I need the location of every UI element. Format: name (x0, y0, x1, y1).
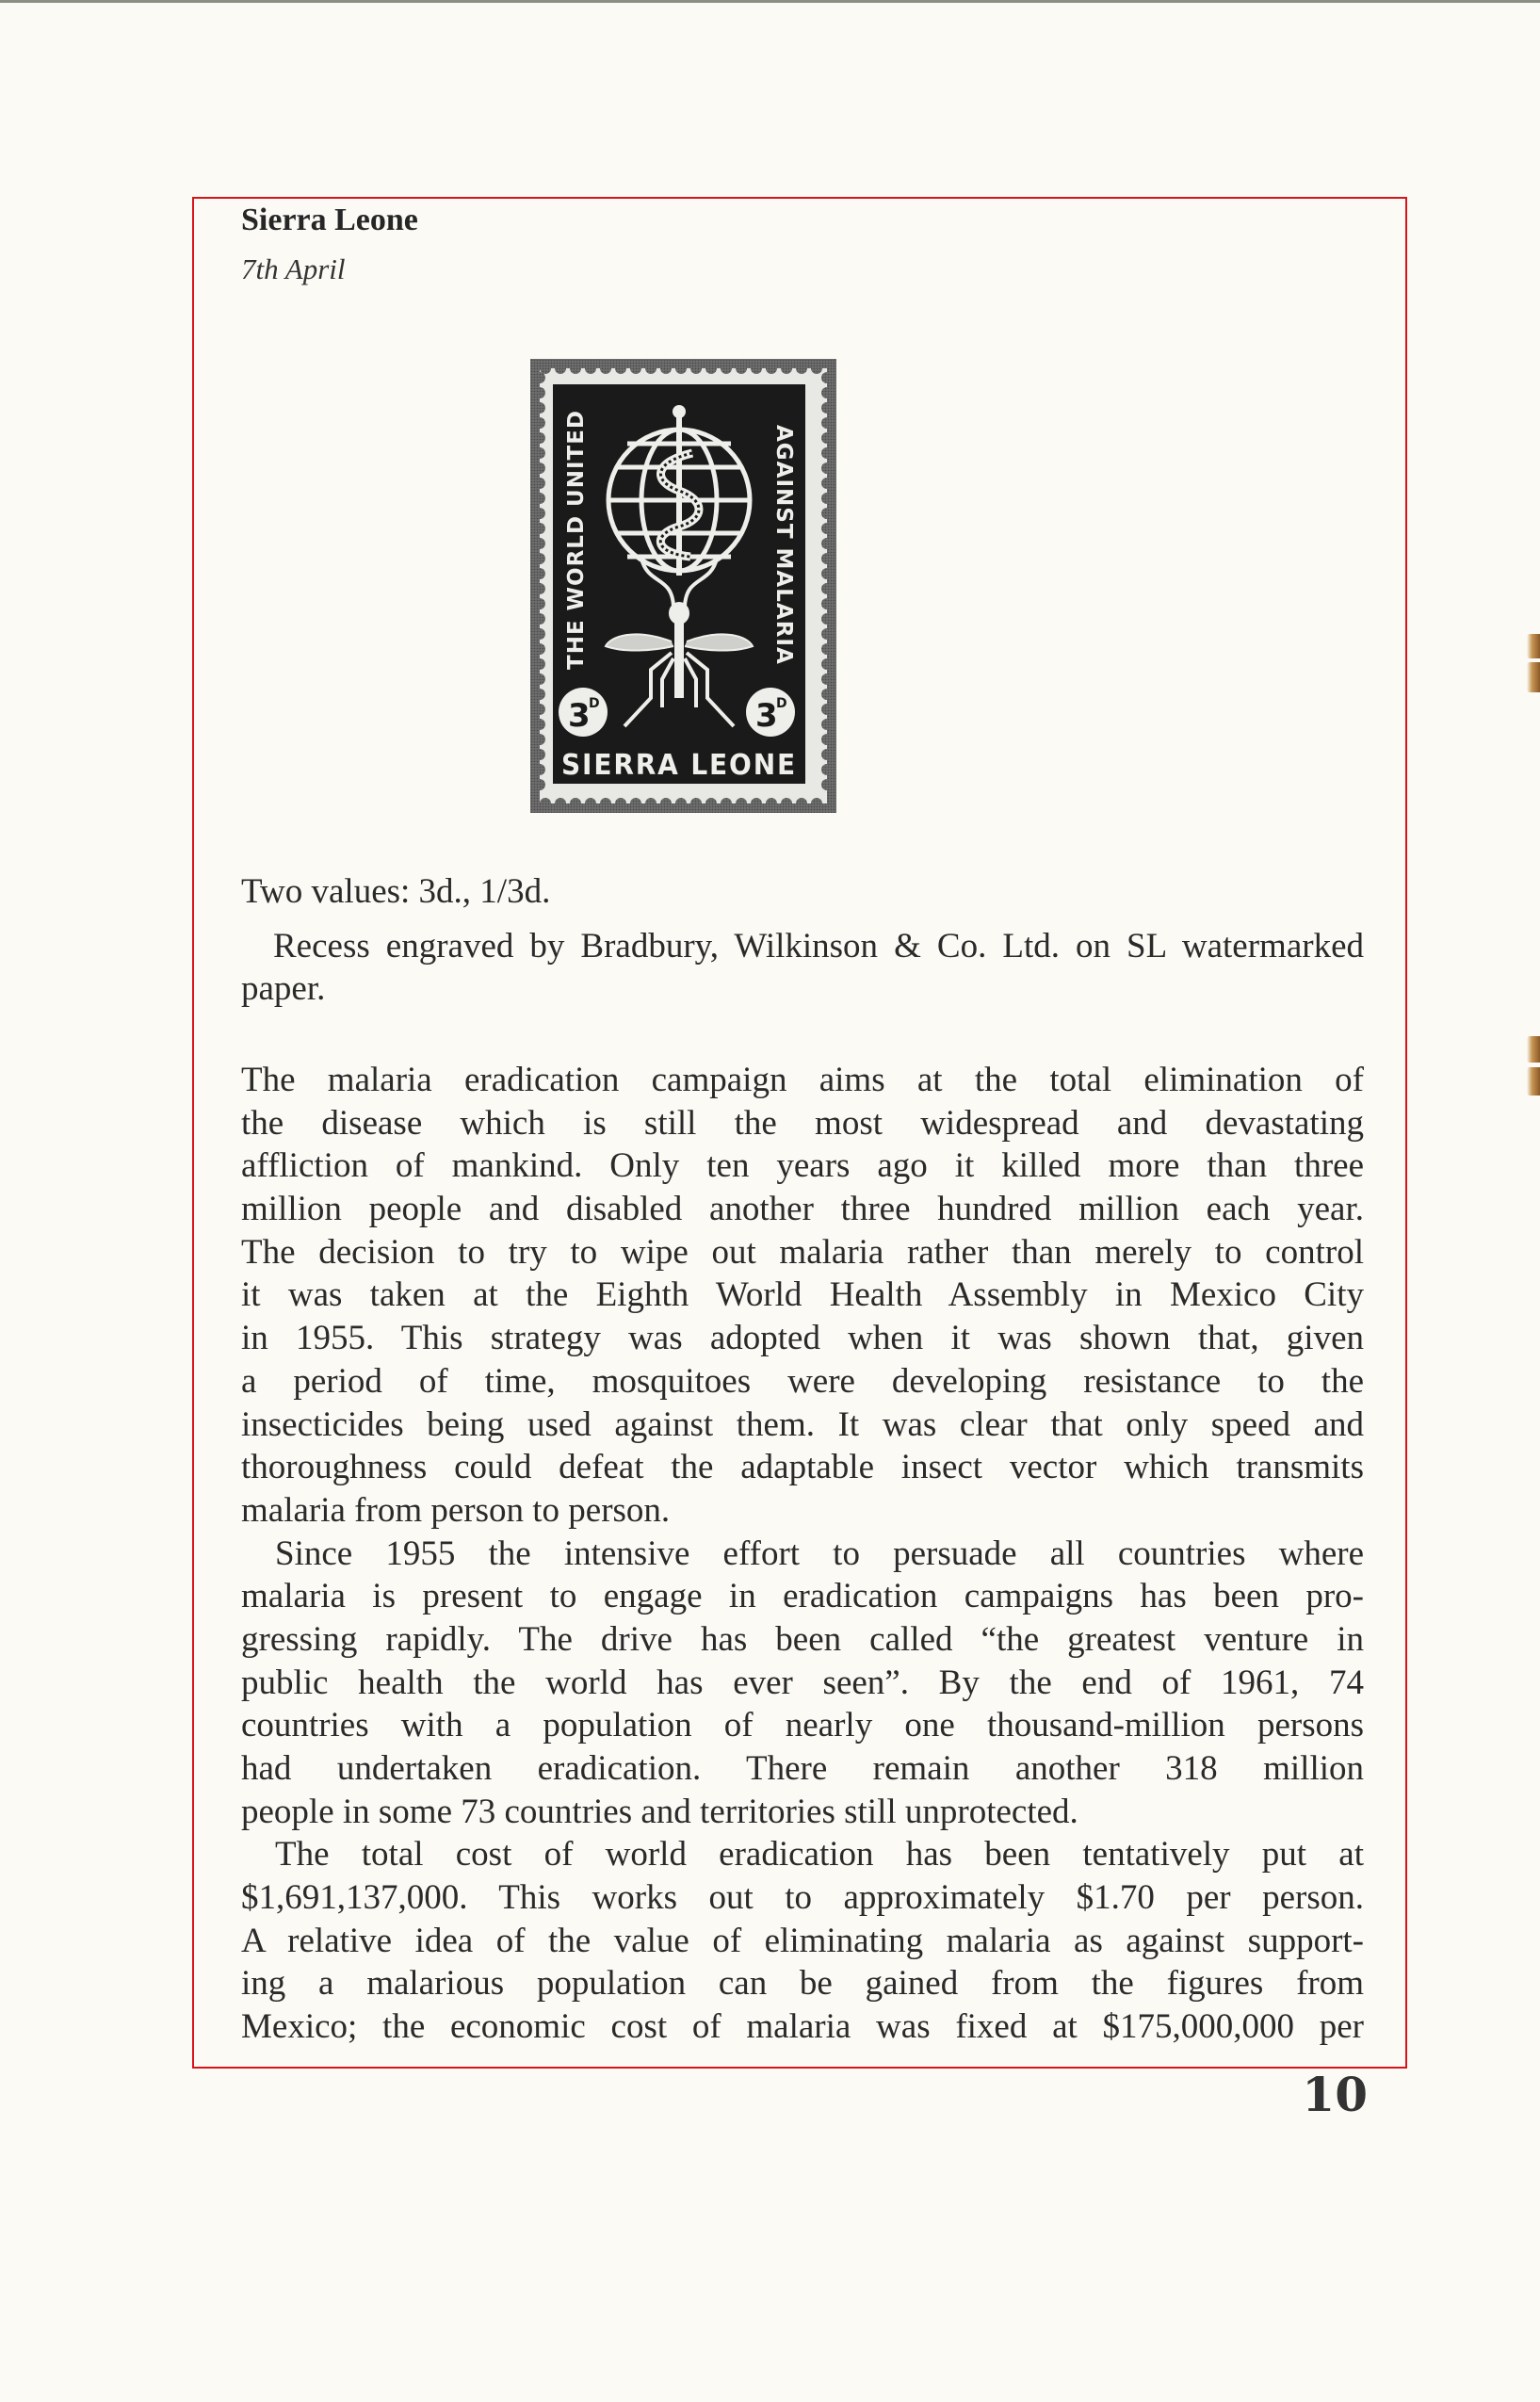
perforation-hole (821, 387, 833, 398)
perforation-hole (821, 538, 833, 549)
body-line: million people and disabled another three hundred million each year. (241, 1190, 1364, 1229)
perforation-hole (821, 628, 833, 640)
perforation-hole (534, 704, 545, 715)
perforation-hole (534, 447, 545, 459)
body-line: ing a malarious population can be gained from the figures from (241, 1964, 1364, 2004)
perforation-hole (660, 798, 672, 809)
perforation-hole (534, 538, 545, 549)
perforation-hole (821, 734, 833, 745)
perforation-hole (585, 363, 596, 374)
stamp-right-text: AGAINST MALARIA (771, 425, 796, 665)
perforation-hole (705, 363, 717, 374)
perforation-hole (600, 363, 611, 374)
perforation-hole (534, 583, 545, 594)
perforation-hole (534, 764, 545, 775)
stamp-left-text: THE WORLD UNITED (564, 409, 589, 670)
perforation-hole (534, 478, 545, 489)
body-line: people in some 73 countries and territories still unprotected. (241, 1792, 1078, 1831)
perforation-hole (821, 643, 833, 655)
perforation-hole (630, 798, 641, 809)
perforation-hole (821, 463, 833, 474)
value-badge-right (746, 688, 795, 737)
perforation-hole (534, 508, 545, 519)
body-line: thoroughness could defeat the adaptable insect vector which transmits (241, 1448, 1364, 1487)
perforation-hole (821, 749, 833, 760)
perforation-hole (534, 493, 545, 504)
perforation-hole (534, 734, 545, 745)
perforation-hole (821, 704, 833, 715)
perforation-hole (721, 363, 732, 374)
perforation-hole (751, 363, 762, 374)
body-line: in 1955. This strategy was adopted when it was shown that, given (241, 1319, 1364, 1358)
body-line: Since 1955 the intensive effort to persuade all countries where (275, 1534, 1364, 1573)
perforation-hole (751, 798, 762, 809)
perforation-hole (615, 798, 626, 809)
perforation-hole (821, 493, 833, 504)
perforation-hole (811, 363, 822, 374)
perforation-hole (600, 798, 611, 809)
perforation-hole (821, 689, 833, 700)
perforation-hole (821, 598, 833, 609)
perforation-hole (534, 749, 545, 760)
body-line: had undertaken eradication. There remain another 318 million (241, 1749, 1364, 1788)
perforation-hole (534, 719, 545, 730)
perforation-hole (736, 363, 747, 374)
body-line: countries with a population of nearly one thousand-million persons (241, 1706, 1364, 1745)
perforation-hole (555, 363, 566, 374)
perforation-hole (534, 553, 545, 564)
perforation-hole (540, 363, 551, 374)
perforation-hole (811, 798, 822, 809)
svg-text:3: 3 (568, 697, 591, 735)
perforation-hole (675, 363, 687, 374)
perforation-hole (690, 798, 702, 809)
perforation-hole (534, 598, 545, 609)
perforation-hole (534, 658, 545, 670)
perforation-hole (821, 568, 833, 579)
perforation-hole (821, 719, 833, 730)
perforation-hole (736, 798, 747, 809)
body-line: a period of time, mosquitoes were developing resistance to the (241, 1361, 1364, 1401)
body-line: The decision to try to wipe out malaria rather than merely to control (241, 1232, 1364, 1272)
perforation-hole (570, 363, 581, 374)
perforation-hole (796, 363, 807, 374)
perforation-hole (570, 798, 581, 809)
perforation-hole (821, 674, 833, 685)
stamp-image (530, 359, 836, 813)
perforation-hole (534, 432, 545, 444)
perforation-hole (821, 508, 833, 519)
perforation-hole (821, 764, 833, 775)
perforation-hole (821, 583, 833, 594)
perforation-hole (645, 363, 657, 374)
body-line: the disease which is still the most widespread and devastating (241, 1103, 1364, 1143)
perforation-hole (540, 798, 551, 809)
perforation-hole (534, 523, 545, 534)
body-line: malaria from person to person. (241, 1490, 671, 1530)
perforation-hole (534, 402, 545, 414)
perforation-hole (821, 372, 833, 383)
perforation-hole (534, 689, 545, 700)
perforation-hole (534, 387, 545, 398)
body-line: malaria is present to engage in eradication campaigns has been pro- (241, 1577, 1364, 1616)
svg-text:D: D (776, 696, 787, 711)
perforation-hole (721, 798, 732, 809)
perforation-hole (585, 798, 596, 809)
country-heading: Sierra Leone (241, 203, 418, 237)
perforation-hole (781, 798, 792, 809)
perforation-hole (781, 363, 792, 374)
perforation-hole (821, 417, 833, 429)
body-line: public health the world has ever seen”. By the end of 1961, 74 (241, 1663, 1364, 1702)
stamp-country-label: SIERRA LEONE (561, 749, 797, 782)
staple-rust-mark (1527, 662, 1540, 692)
body-line: Mexico; the economic cost of malaria was fixed at $175,000,000 per (241, 2007, 1364, 2047)
issue-date: 7th April (241, 252, 346, 285)
body-line: insecticides being used against them. It was clear that only speed and (241, 1404, 1364, 1444)
perforation-hole (534, 643, 545, 655)
perforation-hole (555, 798, 566, 809)
perforation-hole (821, 779, 833, 790)
perforation-hole (660, 363, 672, 374)
svg-text:D: D (589, 696, 600, 711)
perforation-hole (821, 658, 833, 670)
staple-rust-mark (1527, 1036, 1540, 1063)
perforation-hole (690, 363, 702, 374)
value-badge-left (559, 688, 608, 737)
page-top-edge (0, 0, 1540, 3)
perforation-hole (630, 363, 641, 374)
perforation-hole (675, 798, 687, 809)
article-body (241, 1059, 1364, 2049)
page-number: 10 (1302, 2067, 1368, 2122)
perforation-hole (534, 613, 545, 625)
body-line: affliction of mankind. Only ten years ago it killed more than three (241, 1146, 1364, 1186)
perforation-hole (534, 779, 545, 790)
perforation-hole (766, 363, 777, 374)
perforation-hole (534, 568, 545, 579)
perforation-hole (534, 674, 545, 685)
body-line: The total cost of world eradication has been tentatively put at (275, 1835, 1364, 1875)
perforation-hole (821, 523, 833, 534)
perforation-hole (821, 478, 833, 489)
perforation-hole (534, 628, 545, 640)
perforation-hole (821, 402, 833, 414)
body-line: The malaria eradication campaign aims at the total elimination of (241, 1061, 1364, 1099)
body-line: gressing rapidly. The drive has been called “the greatest venture in (241, 1619, 1364, 1659)
body-line: it was taken at the Eighth World Health Assembly in Mexico City (241, 1275, 1364, 1315)
stamp-printing-details: Recess engraved by Bradbury, Wilkinson & Co. Ltd. on SL watermarked paper. (241, 927, 1364, 1008)
perforation-hole (705, 798, 717, 809)
perforation-hole (796, 798, 807, 809)
stamp-values-line: Two values: 3d., 1/3d. (241, 872, 551, 911)
staple-rust-mark (1527, 1067, 1540, 1096)
perforation-hole (645, 798, 657, 809)
perforation-hole (534, 417, 545, 429)
perforation-hole (766, 798, 777, 809)
perforation-hole (821, 432, 833, 444)
body-line: A relative idea of the value of eliminating malaria as against support- (241, 1921, 1364, 1960)
perforation-hole (821, 447, 833, 459)
staple-rust-mark (1527, 634, 1540, 658)
perforation-hole (534, 372, 545, 383)
svg-text:3: 3 (755, 697, 778, 735)
perforation-hole (821, 613, 833, 625)
perforation-hole (821, 553, 833, 564)
body-line: $1,691,137,000. This works out to approximately $1.70 per person. (241, 1878, 1364, 1918)
perforation-hole (615, 363, 626, 374)
perforation-hole (534, 463, 545, 474)
